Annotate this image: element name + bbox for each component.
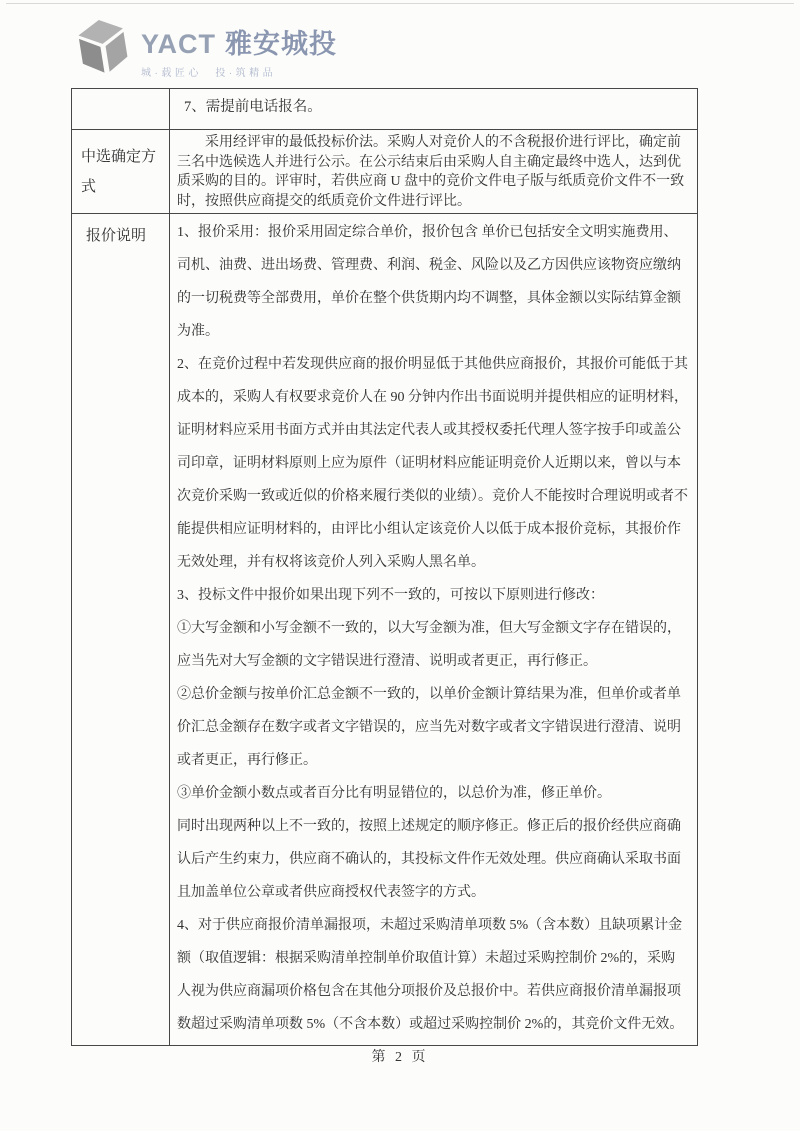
cube-logo-icon: [77, 16, 129, 82]
quote-note-paragraph-5: ②总价金额与按单价汇总金额不一致的，以单价金额计算结果为准，但单价或者单价汇总金额存在数字或者文字错误的，应当先对数字或者文字错误进行澄清、说明或者更正，再行修正。: [177, 687, 681, 768]
table-row-quote-notes: [72, 213, 697, 1045]
page-number: 第 2 页: [371, 1050, 429, 1065]
brand-tagline: 城·载匠心 投·筑精品: [141, 68, 277, 79]
brand-name: [141, 22, 337, 61]
quote-note-paragraph-8: 4、对于供应商报价清单漏报项，未超过采购清单项数 5%（含本数）且缺项累计金额（取值逻辑：根据采购清单控制单价取值计算）未超过采购控制价 2%的，采购人视为供应商漏项价格包含在其他分项报价及总报价中。若供应商报价清单漏报项数超过采购清单项数 5%（不含本数）或超过采购控制价 2%的，其竞价文件无效。: [177, 918, 684, 1032]
row-label-empty: [72, 89, 170, 129]
table-row-selection-method: [72, 129, 697, 213]
table-row-continuation: [72, 89, 697, 129]
company-logo: [77, 16, 337, 82]
brand-name-en: YACT: [141, 29, 217, 59]
quote-notes-content: [170, 214, 697, 1045]
quote-note-paragraph-3: 3、投标文件中报价如果出现下列不一致的，可按以下原则进行修改：: [177, 588, 604, 603]
procurement-info-table: [71, 88, 698, 1046]
row-label-quote-notes: 报价说明: [72, 214, 170, 1045]
logo-text-block: [141, 16, 337, 79]
quote-note-paragraph-7: 同时出现两种以上不一致的，按照上述规定的顺序修正。修正后的报价经供应商确认后产生约束力，供应商不确认的，其投标文件作无效处理。供应商确认采取书面且加盖单位公章或者供应商授权代表签字的方式。: [177, 819, 681, 900]
brand-name-cn: 雅安城投: [225, 29, 338, 59]
quote-note-paragraph-1: 1、报价采用：报价采用固定综合单价，报价包含 单价已包括安全文明实施费用、司机、油费、进出场费、管理费、利润、税金、风险以及乙方因供应该物资应缴纳的一切税费等全部费用，单价在整个供货期内均不调整，具体金额以实际结算金额为准。: [177, 225, 681, 339]
selection-method-content: 采用经评审的最低投标价法。采购人对竞价人的不含税报价进行评比，确定前三名中选候选人并进行公示。在公示结束后由采购人自主确定最终中选人，达到优质采购的目的。评审时，若供应商 U 盘中的竞价文件电子版与纸质竞价文件不一致时，按照供应商提交的纸质竞价文件进行评比。: [177, 135, 685, 209]
continuation-content: 7、需提前电话报名。: [184, 99, 322, 115]
row-label-selection-method: 中选确定方式: [72, 130, 170, 213]
quote-note-paragraph-6: ③单价金额小数点或者百分比有明显错位的，以总价为准，修正单价。: [177, 786, 611, 801]
quote-note-paragraph-2: 2、在竞价过程中若发现供应商的报价明显低于其他供应商报价，其报价可能低于其成本的，采购人有权要求竞价人在 90 分钟内作出书面说明并提供相应的证明材料，证明材料应采用书面方式并由其法定代表人或其授权委托代理人签字按手印或盖公司印章，证明材料原则上应为原件（证明材料应能证明竞价人近期以来，曾以与本次竞价采购一致或近似的价格来履行类似的业绩）。竞价人不能按时合理说明或者不能提供相应证明材料的，由评比小组认定该竞价人以低于成本报价竞标，其报价作无效处理，并有权将该竞价人列入采购人黑名单。: [177, 357, 688, 570]
scan-artifact-line: [6, 3, 794, 4]
quote-note-paragraph-4: ①大写金额和小写金额不一致的，以大写金额为准，但大写金额文字存在错误的，应当先对大写金额的文字错误进行澄清、说明或者更正，再行修正。: [177, 621, 681, 669]
